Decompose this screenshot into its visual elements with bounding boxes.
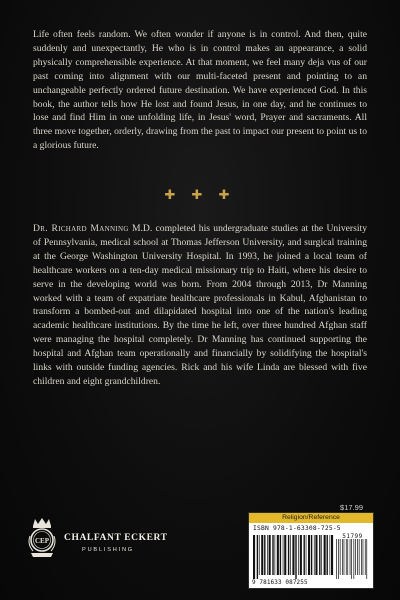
barcode-bar [311,535,312,575]
barcode-bar [259,535,260,575]
barcode-bar [346,539,347,575]
author-bio [33,222,367,389]
barcode-bar [321,535,322,575]
barcode-bar [269,535,271,575]
barcode-bar [253,535,255,579]
author-name: Dr. Richard Manning [33,223,129,234]
barcode-box [248,512,374,589]
barcode-bar [350,539,351,575]
barcode-bar [338,539,339,579]
barcode-bar [357,539,358,575]
barcode-bar [272,535,273,575]
barcode-bar [300,535,302,575]
barcode-bar [306,535,307,575]
barcode-bar [342,539,343,575]
crest-letters: CEP [35,537,49,545]
barcode-bar [277,535,279,575]
publisher-crest-icon [24,516,60,572]
cross-ornament: ✚ ✚ ✚ [164,188,236,203]
barcode-bar [354,539,355,579]
barcode-bar [267,535,268,575]
barcode-bar [347,539,348,575]
publisher-subtitle: PUBLISHING [82,547,134,553]
isbn-text: ISBN 978-1-63308-725-5 [253,525,341,532]
barcode-bar [365,539,366,575]
ean-digits: 9 781633 087255 [252,579,308,586]
barcode-bar [304,535,305,575]
barcode-bar [284,535,286,575]
barcode-bar [324,535,326,575]
barcode-bar [331,535,333,575]
barcode-bar [363,539,364,575]
price-code-digits: 51799 [342,533,363,540]
barcode-bar [308,535,310,575]
barcode-bar [257,535,258,579]
barcode-bar [340,539,341,575]
barcode-bar [283,535,284,575]
barcode-bar [314,535,315,575]
ean-barcode [253,535,335,579]
barcode-bar [330,535,331,575]
barcode-bar [351,539,352,579]
barcode-bar [261,535,263,575]
barcode-bar [319,535,320,575]
barcode-bar [327,535,328,575]
publisher-logo-block [24,514,174,584]
barcode-bar [295,535,296,579]
barcode-bar [359,539,360,575]
barcode-bar [344,539,345,575]
barcode-bar [288,535,289,575]
author-bio-text: M.D. completed his undergraduate studies at the University of Pennsylvania, medical school at Thomas Jefferson University, and surgical training at the George Washington University Hospital. In 1993, he joined a local team of healthcare workers on a ten-day medical missionary trip to Haiti, where his desire to serve in the developing world was born. From 2004 through 2013, Dr Manning worked with a team of expatriate healthcare professionals in Kabul, Afghanistan to transform a bombed-out and dilapidated hospital into one of the nation's leading academic healthcare institutions. By the time he left, over three hundred Afghan staff were managing the hospital completely. Dr Manning has continued supporting the hospital and Afghan team operationally and financially by solidifying the hospital's links with outside funding agencies. Rick and his wife Linda are blessed with five children and eight grandchildren. [33,223,367,387]
barcode-bar [366,539,367,579]
barcode-bar [355,539,356,575]
barcode-bar [280,535,281,575]
price-label: $17.99 [340,503,363,512]
price-barcode [336,539,369,579]
barcode-bar [298,535,299,575]
barcode-bar [361,539,362,575]
barcode-bar [315,535,317,575]
barcode-bar [264,535,265,575]
barcode-bar [290,535,291,575]
category-band: Religion/Reference [249,513,373,523]
barcode-bar [336,539,337,579]
barcode-bar [275,535,276,575]
publisher-name: CHALFANT ECKERT [64,533,168,543]
book-blurb: Life often feels random. We often wonder if anyone is in control. And then, quite suddenly and unexpectantly, He who is in control makes an appearance, a solid physically comprehensible experience. At that moment, we feel many deja vus of our past coming into alignment with our multi-faceted present and pointing to an unchangeable perfectly ordered future destination. We have experienced God. In this book, the author tells how He lost and found Jesus, in one day, and he continues to lose and find Him in one unfolding life, in Jesus' word, Prayer and sacraments. All three move together, orderly, drawing from the past to impact our present to point us to a glorious future. [33,29,367,152]
barcode-bar [292,535,294,575]
